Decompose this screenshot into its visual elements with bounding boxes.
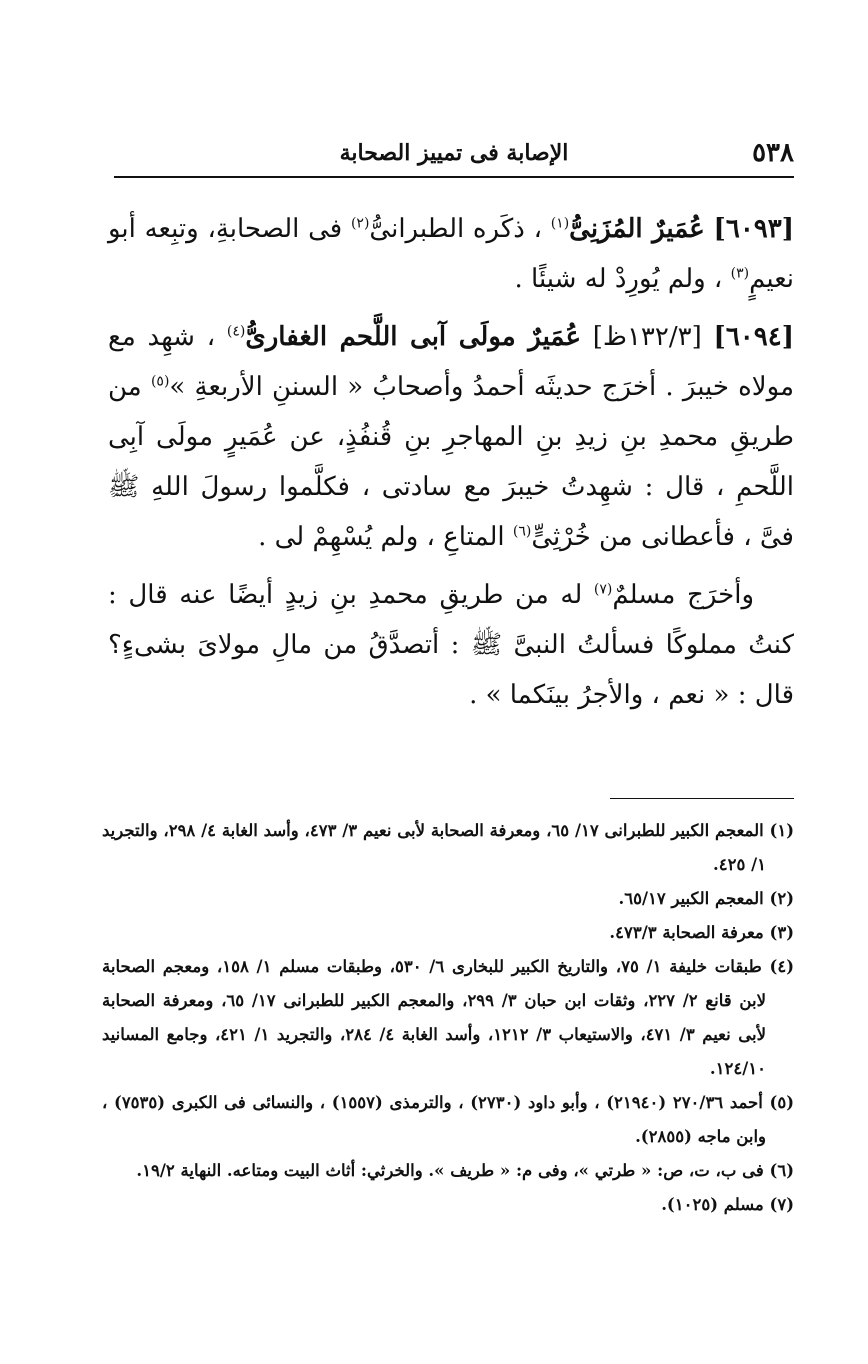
paragraph-text: وأخرَج مسلمٌ bbox=[612, 580, 755, 610]
footnote-5: (٥) أحمد ٢٧٠/٣٦ (٢١٩٤٠) ، وأبو داود (٢٧٣٠) ، والترمذى (١٥٥٧) ، والنسائى فى الكبرى (٧٥٣٥) ، وابن ماجه (٢٨٥٥). bbox=[102, 1093, 794, 1146]
footnote-marker: (٤) bbox=[226, 323, 246, 340]
header-rule bbox=[114, 176, 794, 178]
footnote-marker: (١) bbox=[550, 215, 570, 232]
footnote-marker: (٧) bbox=[593, 581, 613, 598]
source-reference: [١٣٢/٣ظ] bbox=[592, 322, 702, 352]
entry-text: فى الصحابةِ، وتبِعه أبو نعيمٍ bbox=[108, 214, 794, 294]
page-header bbox=[114, 138, 794, 168]
entry-text: ، شهِد مع مولاه خيبرَ . أخرَج حديثَه أحمدُ وأصحابُ « السننِ الأربعةِ » bbox=[108, 322, 794, 402]
entry-text: المتاعِ ، ولم يُسْهِمْ لى . bbox=[258, 522, 505, 552]
entry-6093 bbox=[108, 204, 794, 304]
footnote-marker: (٢) bbox=[350, 215, 370, 232]
entry-text: ، ذكَره الطبرانىُّ bbox=[369, 214, 542, 244]
entry-number: [٦٠٩٤] bbox=[713, 322, 795, 352]
entry-name: عُمَيرٌ المُزَنِىُّ bbox=[569, 214, 705, 244]
footnote-3: (٣) معرفة الصحابة ٤٧٣/٣. bbox=[609, 923, 794, 942]
footnote-marker: (٣) bbox=[730, 265, 750, 282]
footnote-7: (٧) مسلم (١٠٢٥). bbox=[661, 1195, 794, 1214]
entry-text: من طريقِ محمدِ بنِ زيدِ بنِ المهاجرِ بنِ قُنفُذٍ، عن عُمَيرٍ مولَى آبِى اللَّحمِ ، قال : شهِدتُ خيبرَ مع سادتى ، فكلَّموا رسولَ اللهِ ﷺ فىَّ ، فأعطانى من خُرْثِىٍّ bbox=[108, 372, 794, 552]
entry-name: عُمَيرٌ مولَى آبى اللَّحم الغفارىُّ bbox=[245, 322, 581, 352]
entry-6094 bbox=[108, 312, 794, 562]
entry-text: ، ولم يُورِدْ له شيئًا . bbox=[514, 264, 723, 294]
footnote-6: (٦) فى ب، ت، ص: « طرتي »، وفى م: « طريف ». والخرثي: أثاث البيت ومتاعه. النهاية ١٩/٢. bbox=[136, 1161, 794, 1180]
main-text bbox=[108, 204, 794, 720]
footnote-2: (٢) المعجم الكبير ٦٥/١٧. bbox=[618, 889, 794, 908]
entry-number: [٦٠٩٣] bbox=[713, 214, 795, 244]
muslim-paragraph bbox=[108, 570, 794, 720]
footnote-marker: (٦) bbox=[512, 523, 532, 540]
paragraph-text: له من طريقِ محمدِ بنِ زيدٍ أيضًا عنه قال : كنتُ مملوكًا فسألتُ النبىَّ ﷺ : أتصدَّقُ من مالِ مولاىَ بشىءٍ؟ قال : « نعم ، والأجرُ بينَكما » . bbox=[108, 580, 794, 710]
page-number: ٥٣٨ bbox=[752, 138, 794, 168]
footnote-marker: (٥) bbox=[150, 373, 170, 390]
footnotes bbox=[102, 814, 794, 1222]
footnote-rule bbox=[610, 798, 794, 799]
footnote-1: (١) المعجم الكبير للطبرانى ١٧/ ٦٥، ومعرفة الصحابة لأبى نعيم ٣/ ٤٧٣، وأسد الغابة ٤/ ٢٩٨، والتجريد ١/ ٤٢٥. bbox=[102, 821, 795, 874]
running-title: الإصابة فى تمييز الصحابة bbox=[339, 140, 569, 166]
footnote-4: (٤) طبقات خليفة ١/ ٧٥، والتاريخ الكبير للبخارى ٦/ ٥٣٠، وطبقات مسلم ١/ ١٥٨، ومعجم الصحابة لابن قانع ٢/ ٢٢٧، وثقات ابن حبان ٣/ ٢٩٩، والمعجم الكبير للطبرانى ١٧/ ٦٥، ومعرفة الصحابة لأبى نعيم ٣/ ٤٧١، والاستيعاب ٣/ ١٢١٢، وأسد الغابة ٤/ ٢٨٤، والتجريد ١/ ٤٢١، وجامع المسانيد ١٢٤/١٠. bbox=[102, 957, 795, 1078]
